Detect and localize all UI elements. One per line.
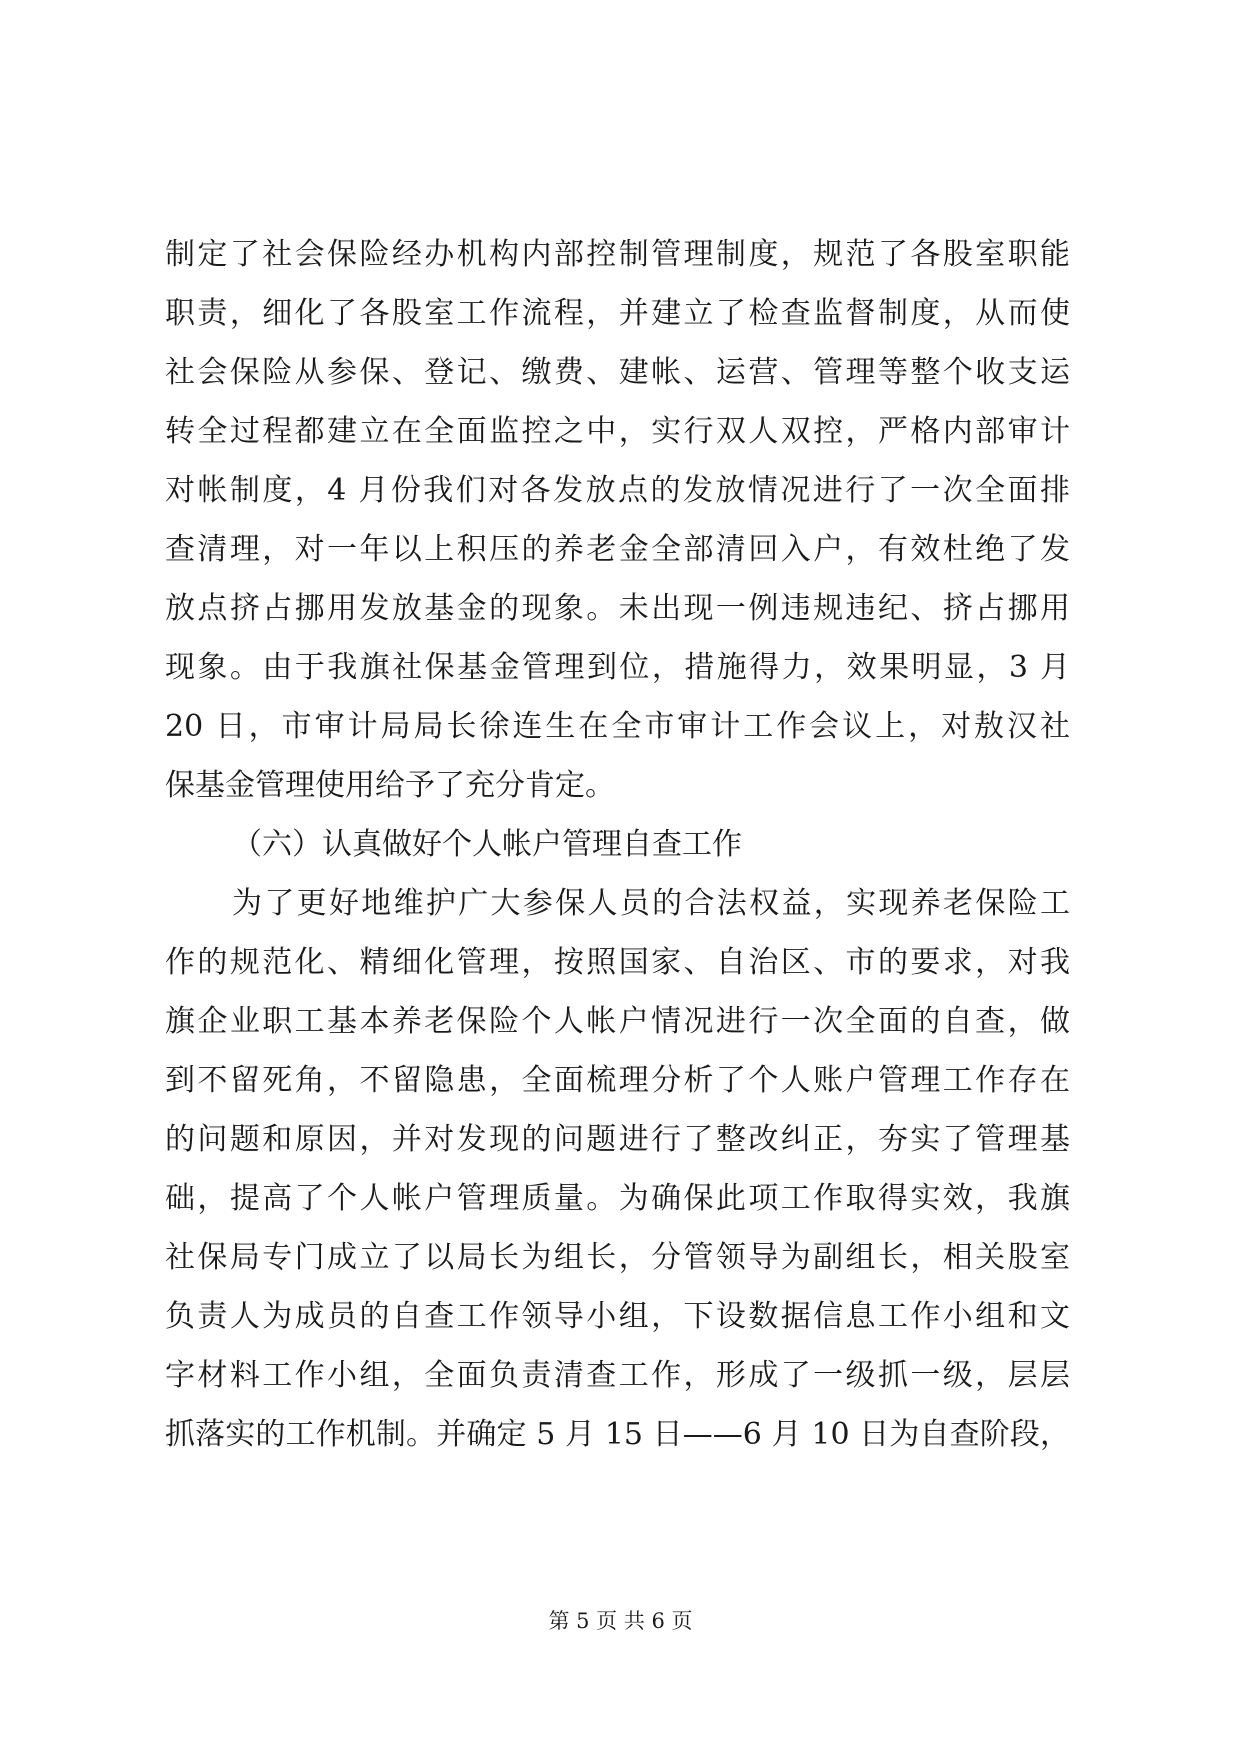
paragraph-1-line-7: 放点挤占挪用发放基金的现象。未出现一例违规违纪、挤占挪用 [165,591,1070,626]
paragraph-2-line-1: 为了更好地维护广大参保人员的合法权益，实现养老保险工 [232,886,1070,921]
paragraph-1-line-3: 社会保险从参保、登记、缴费、建帐、运营、管理等整个收支运 [165,355,1070,390]
paragraph-1-line-4: 转全过程都建立在全面监控之中，实行双人双控，严格内部审计 [165,414,1070,449]
paragraph-2-line-5: 的问题和原因，并对发现的问题进行了整改纠正，夯实了管理基 [165,1122,1070,1157]
paragraph-1-line-1: 制定了社会保险经办机构内部控制管理制度，规范了各股室职能 [165,237,1070,272]
paragraph-2-line-3: 旗企业职工基本养老保险个人帐户情况进行一次全面的自查，做 [165,1004,1070,1039]
paragraph-2-line-9: 字材料工作小组，全面负责清查工作，形成了一级抓一级，层层 [165,1358,1070,1393]
paragraph-2-line-6: 础，提高了个人帐户管理质量。为确保此项工作取得实效，我旗 [165,1181,1070,1216]
paragraph-1-line-9: 20 日，市审计局局长徐连生在全市审计工作会议上，对敖汉社 [165,709,1070,744]
section-heading: （六）认真做好个人帐户管理自查工作 [232,827,742,862]
page-number-footer: 第 5 页 共 6 页 [548,1609,693,1633]
paragraph-2-line-7: 社保局专门成立了以局长为组长，分管领导为副组长，相关股室 [165,1240,1070,1275]
paragraph-2-line-10: 抓落实的工作机制。并确定 5 月 15 日——6 月 10 日为自查阶段， [165,1417,1070,1452]
paragraph-1-line-10: 保基金管理使用给予了充分肯定。 [165,768,615,803]
paragraph-2-line-4: 到不留死角，不留隐患，全面梳理分析了个人账户管理工作存在 [165,1063,1070,1098]
paragraph-1-line-2: 职责，细化了各股室工作流程，并建立了检查监督制度，从而使 [165,296,1070,331]
paragraph-1-line-8: 现象。由于我旗社保基金管理到位，措施得力，效果明显，3 月 [165,650,1070,685]
paragraph-2-line-2: 作的规范化、精细化管理，按照国家、自治区、市的要求，对我 [165,945,1070,980]
paragraph-1-line-6: 查清理，对一年以上积压的养老金全部清回入户，有效杜绝了发 [165,532,1070,567]
paragraph-1-line-5: 对帐制度，4 月份我们对各发放点的发放情况进行了一次全面排 [165,473,1070,508]
paragraph-2-line-8: 负责人为成员的自查工作领导小组，下设数据信息工作小组和文 [165,1299,1070,1334]
